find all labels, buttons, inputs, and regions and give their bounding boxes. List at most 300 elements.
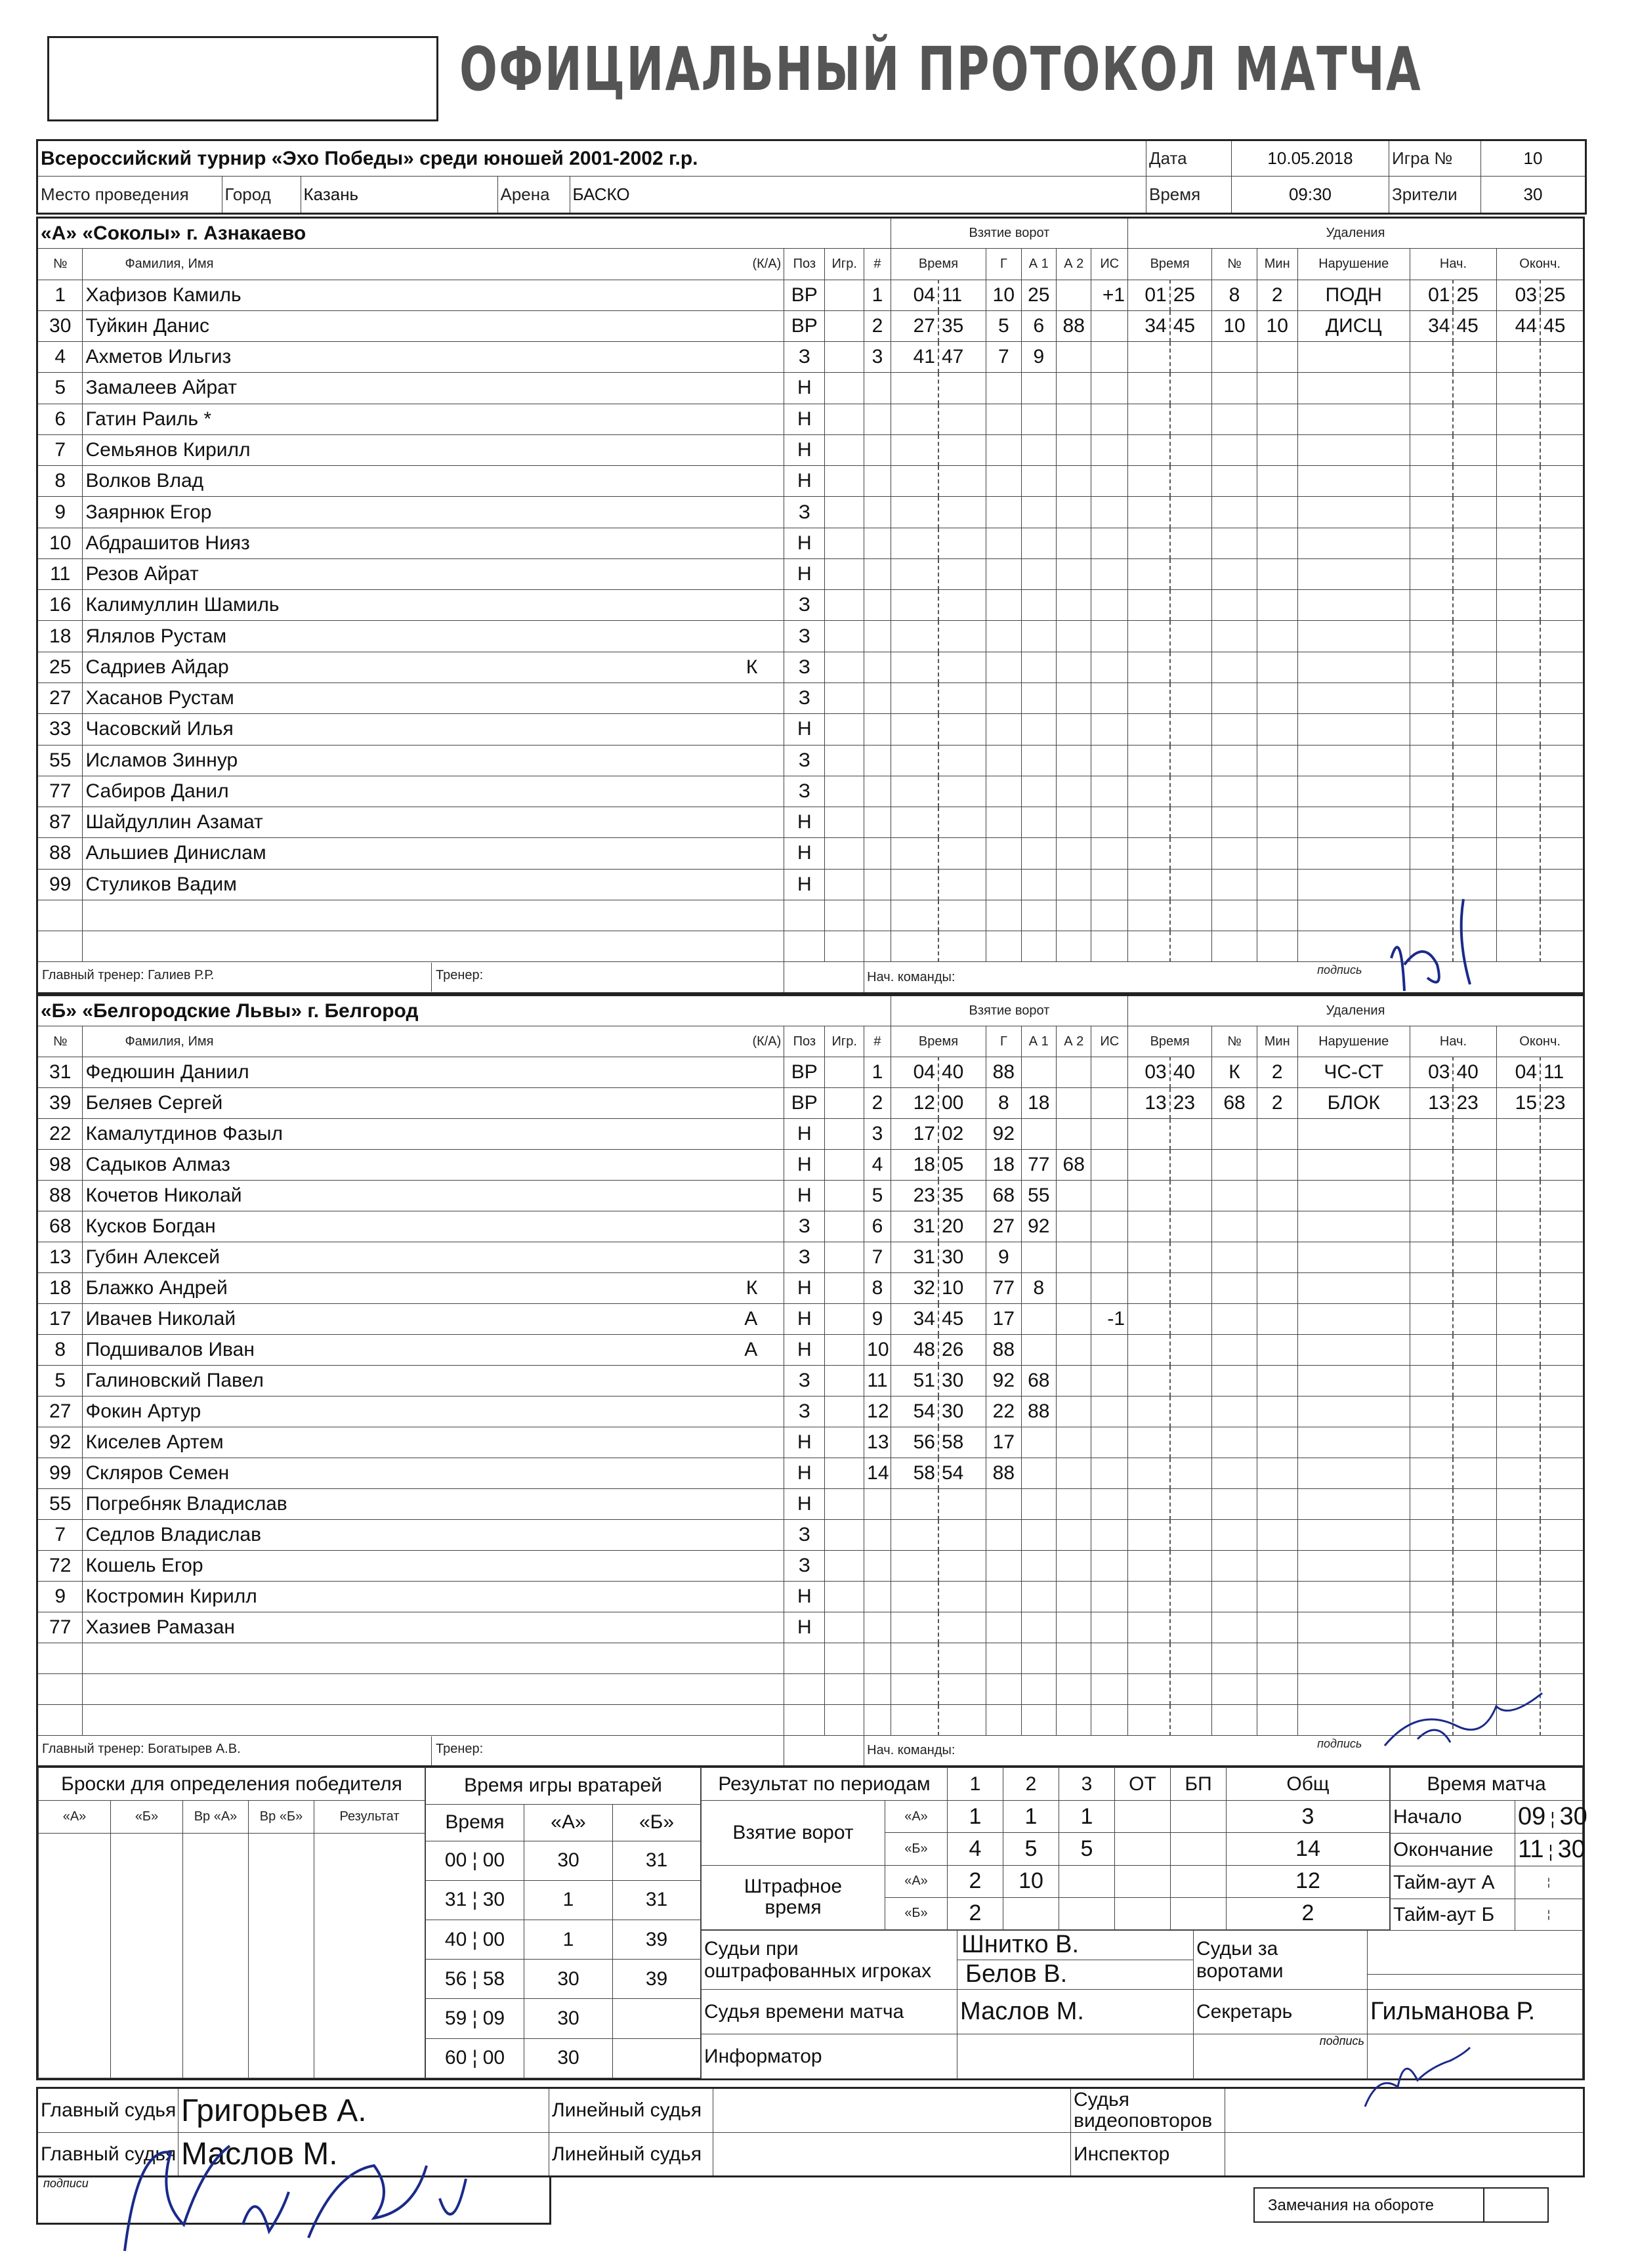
linesman-2-label: Линейный судья bbox=[549, 2133, 713, 2177]
inspector-label: Инспектор bbox=[1071, 2133, 1225, 2177]
teamB-col-played: Игр. bbox=[825, 1026, 864, 1057]
teamB-col-num: № bbox=[37, 1026, 83, 1057]
goalie-a: 30 bbox=[524, 2038, 613, 2078]
player-number: 87 bbox=[37, 807, 83, 838]
goal-second: 30 bbox=[938, 1366, 986, 1396]
teamA-roster bbox=[36, 217, 1585, 994]
goal-strength bbox=[1091, 1273, 1128, 1304]
place-row bbox=[38, 177, 1146, 213]
secretary-label: Секретарь bbox=[1194, 1990, 1368, 2034]
player-position: Н bbox=[784, 373, 825, 404]
teamA-goals-title: Взятие ворот bbox=[891, 218, 1127, 249]
goalie-time-sec: 09 bbox=[482, 2007, 505, 2030]
teamB-team-head-label: Нач. команды: bbox=[867, 1743, 956, 1757]
goalie-time-sec: 00 bbox=[482, 1928, 505, 1950]
penalty-violation: ЧС-СТ bbox=[1297, 1057, 1410, 1088]
penalty-judge-2: Белов В. bbox=[965, 1960, 1068, 1988]
player-position: З bbox=[784, 1551, 825, 1582]
goal-assist-2 bbox=[1057, 342, 1091, 373]
penalty-player: К bbox=[1212, 1057, 1257, 1088]
player-name: Галиновский Павел bbox=[85, 1370, 264, 1391]
player-name: Стуликов Вадим bbox=[85, 873, 237, 895]
player-number: 16 bbox=[37, 590, 83, 621]
goal-assist-2 bbox=[1057, 1304, 1091, 1335]
teamB-col-pmin: Мин bbox=[1257, 1026, 1297, 1057]
player-position: Н bbox=[784, 528, 825, 558]
teamA-col-gnum: # bbox=[864, 249, 891, 280]
goal-strength bbox=[1091, 1119, 1128, 1150]
player-number: 6 bbox=[37, 404, 83, 434]
penalty-player: 8 bbox=[1212, 280, 1257, 310]
goal-assist-2 bbox=[1057, 1273, 1091, 1304]
player-number: 99 bbox=[37, 1458, 83, 1489]
officials-table bbox=[701, 1930, 1583, 2079]
goal-assist-1 bbox=[1021, 1057, 1056, 1088]
goal-assist-1: 18 bbox=[1021, 1088, 1056, 1119]
periods-title: Результат по периодам bbox=[702, 1768, 948, 1801]
teamA-col-is: ИС bbox=[1091, 249, 1128, 280]
player-number bbox=[37, 931, 83, 962]
penalty-start-sec: 40 bbox=[1453, 1057, 1496, 1088]
goal-strength bbox=[1091, 310, 1128, 341]
goal-assist-1 bbox=[1021, 1242, 1056, 1273]
goal-assist-2 bbox=[1057, 1396, 1091, 1427]
stamp-box bbox=[47, 36, 438, 121]
player-name: Замалеев Айрат bbox=[85, 377, 237, 399]
player-name: Садриев Айдар bbox=[85, 656, 229, 678]
player-name: Костромин Кирилл bbox=[85, 1586, 257, 1607]
penalty-end-min: 03 bbox=[1497, 280, 1540, 310]
player-position: З bbox=[784, 590, 825, 621]
player-name: Киселев Артем bbox=[85, 1431, 224, 1453]
main-referee-2: Маслов М. bbox=[178, 2133, 549, 2177]
pim-b-p5 bbox=[1171, 1897, 1227, 1929]
goal-second: 30 bbox=[938, 1242, 986, 1273]
penalty-player: 10 bbox=[1212, 310, 1257, 341]
match-header bbox=[36, 139, 1587, 215]
goalie-a: 30 bbox=[524, 1960, 613, 1999]
player-position: Н bbox=[784, 1119, 825, 1150]
teamA-coach-label: Главный тренер: bbox=[42, 968, 144, 983]
shootout-table bbox=[38, 1767, 425, 2078]
goal-minute: 56 bbox=[891, 1427, 938, 1458]
period-col-1: 1 bbox=[948, 1768, 1003, 1801]
player-number: 27 bbox=[37, 1396, 83, 1427]
shootout-col-gk-b: Вр «Б» bbox=[249, 1801, 314, 1834]
teamB-col-a2: А 2 bbox=[1057, 1026, 1091, 1057]
goal-number: 14 bbox=[864, 1458, 891, 1489]
pim-a-p4 bbox=[1115, 1865, 1171, 1897]
goals-a-p1: 1 bbox=[948, 1801, 1003, 1833]
penalty-start-min: 34 bbox=[1410, 310, 1453, 341]
goal-minute: 34 bbox=[891, 1304, 938, 1335]
player-position: Н bbox=[784, 434, 825, 465]
player-position: Н bbox=[784, 1273, 825, 1304]
goal-scorer: 27 bbox=[986, 1211, 1021, 1242]
period-col-so: БП bbox=[1171, 1768, 1227, 1801]
goal-number: 8 bbox=[864, 1273, 891, 1304]
player-number: 18 bbox=[37, 1273, 83, 1304]
player-number: 77 bbox=[37, 776, 83, 807]
goal-assist-2 bbox=[1057, 1242, 1091, 1273]
period-col-2: 2 bbox=[1003, 1768, 1059, 1801]
pim-a-p6: 12 bbox=[1227, 1865, 1390, 1897]
goal-assist-2 bbox=[1057, 1088, 1091, 1119]
goal-minute: 12 bbox=[891, 1088, 938, 1119]
pim-a-p1: 2 bbox=[948, 1865, 1003, 1897]
player-number: 27 bbox=[37, 682, 83, 713]
player-position bbox=[784, 900, 825, 931]
goal-number: 1 bbox=[864, 280, 891, 310]
goal-strength: +1 bbox=[1091, 280, 1128, 310]
goalie-a: 30 bbox=[524, 1841, 613, 1880]
main-referee-2-label: Главный судья bbox=[37, 2133, 178, 2177]
goal-number: 1 bbox=[864, 1057, 891, 1088]
goalie-time-min: 00 bbox=[444, 1849, 467, 1872]
goal-second: 26 bbox=[938, 1335, 986, 1366]
goal-minute: 31 bbox=[891, 1211, 938, 1242]
teamB-col-name: Фамилия, Имя bbox=[125, 1034, 214, 1049]
player-number: 17 bbox=[37, 1304, 83, 1335]
notes-label: Замечания на обороте bbox=[1268, 2196, 1435, 2214]
player-name: Хафизов Камиль bbox=[85, 284, 242, 306]
tournament-name: Всероссийский турнир «Эхо Победы» среди юношей 2001-2002 г.р. bbox=[37, 140, 1146, 177]
goal-second: 05 bbox=[938, 1150, 986, 1181]
goal-scorer: 7 bbox=[986, 342, 1021, 373]
player-name: Хазиев Рамазан bbox=[85, 1616, 235, 1638]
pim-a-p2: 10 bbox=[1003, 1865, 1059, 1897]
penalty-end-sec: 23 bbox=[1540, 1088, 1584, 1119]
goal-minute: 27 bbox=[891, 310, 938, 341]
match-end-m: 30 bbox=[1557, 1836, 1586, 1863]
goal-assist-2: 68 bbox=[1057, 1150, 1091, 1181]
goal-assist-2 bbox=[1057, 1119, 1091, 1150]
goal-strength bbox=[1091, 1088, 1128, 1119]
goal-assist-1 bbox=[1021, 1427, 1056, 1458]
goals-b-p5 bbox=[1171, 1833, 1227, 1865]
player-number: 39 bbox=[37, 1088, 83, 1119]
teamA-col-g: Г bbox=[986, 249, 1021, 280]
teamB-trainer-label: Тренер: bbox=[436, 1741, 484, 1756]
goal-assist-2: 88 bbox=[1057, 310, 1091, 341]
player-number: 13 bbox=[37, 1242, 83, 1273]
teamB-col-gnum: # bbox=[864, 1026, 891, 1057]
player-number: 9 bbox=[37, 1582, 83, 1612]
goal-minute: 23 bbox=[891, 1181, 938, 1211]
goal-strength bbox=[1091, 1396, 1128, 1427]
goal-scorer: 18 bbox=[986, 1150, 1021, 1181]
period-col-3: 3 bbox=[1059, 1768, 1115, 1801]
goal-number: 2 bbox=[864, 310, 891, 341]
goal-scorer: 17 bbox=[986, 1427, 1021, 1458]
goalie-a: 30 bbox=[524, 1999, 613, 2038]
notes-box bbox=[1253, 2187, 1549, 2223]
goal-scorer: 17 bbox=[986, 1304, 1021, 1335]
player-name: Седлов Владислав bbox=[85, 1524, 262, 1545]
goal-assist-1: 55 bbox=[1021, 1181, 1056, 1211]
goal-judges-label: Судьи за воротами bbox=[1194, 1931, 1368, 1990]
goal-minute: 04 bbox=[891, 1057, 938, 1088]
goals-b-p6: 14 bbox=[1227, 1833, 1390, 1865]
penalty-end-min: 15 bbox=[1497, 1088, 1540, 1119]
city-label: Город bbox=[222, 177, 301, 213]
goal-strength bbox=[1091, 1242, 1128, 1273]
player-role: К bbox=[746, 1277, 758, 1299]
goalie-b: 39 bbox=[613, 1920, 701, 1960]
player-name: Шайдуллин Азамат bbox=[85, 811, 263, 833]
pim-a-label: «А» bbox=[885, 1865, 948, 1897]
player-position: ВР bbox=[784, 280, 825, 310]
player-name: Гатин Раиль * bbox=[85, 408, 212, 430]
player-name: Волков Влад bbox=[85, 470, 204, 492]
goalie-time-min: 40 bbox=[444, 1928, 467, 1950]
player-position: Н bbox=[784, 869, 825, 900]
goalie-b bbox=[613, 1999, 701, 2038]
informer-label: Информатор bbox=[702, 2034, 957, 2079]
player-number: 7 bbox=[37, 434, 83, 465]
player-role: К bbox=[746, 656, 758, 678]
player-name: Кочетов Николай bbox=[85, 1185, 242, 1206]
player-name: Блажко Андрей bbox=[85, 1277, 228, 1299]
goal-second: 00 bbox=[938, 1088, 986, 1119]
teamA-pen-title: Удаления bbox=[1128, 218, 1584, 249]
goalie-col-b: «Б» bbox=[613, 1804, 701, 1841]
goal-second: 10 bbox=[938, 1273, 986, 1304]
goals-a-label: «А» bbox=[885, 1801, 948, 1833]
player-number: 55 bbox=[37, 1489, 83, 1520]
player-position: Н bbox=[784, 466, 825, 497]
pim-a-p3 bbox=[1059, 1865, 1115, 1897]
penalty-start-sec: 25 bbox=[1453, 280, 1496, 310]
player-position: З bbox=[784, 652, 825, 682]
goal-number: 4 bbox=[864, 1150, 891, 1181]
teamA-col-pos: Поз bbox=[784, 249, 825, 280]
goal-second: 47 bbox=[938, 342, 986, 373]
time-label: Время bbox=[1146, 177, 1232, 214]
player-position: Н bbox=[784, 1181, 825, 1211]
secretary-value: Гильманова Р. bbox=[1368, 1990, 1583, 2034]
player-number: 98 bbox=[37, 1150, 83, 1181]
teamA-col-pstart: Нач. bbox=[1410, 249, 1497, 280]
goalie-a: 1 bbox=[524, 1880, 613, 1920]
period-col-ot: ОТ bbox=[1115, 1768, 1171, 1801]
penalty-violation: ПОДН bbox=[1297, 280, 1410, 310]
pim-b-p4 bbox=[1115, 1897, 1171, 1929]
player-name: Федюшин Даниил bbox=[85, 1061, 249, 1083]
player-number: 8 bbox=[37, 466, 83, 497]
goals-a-p4 bbox=[1115, 1801, 1171, 1833]
player-number bbox=[37, 900, 83, 931]
goal-strength bbox=[1091, 1335, 1128, 1366]
video-referee-label: Судья видеоповторов bbox=[1071, 2088, 1225, 2133]
player-position: Н bbox=[784, 1458, 825, 1489]
goalie-time-min: 60 bbox=[444, 2047, 467, 2069]
pim-b-label: «Б» bbox=[885, 1897, 948, 1929]
goal-strength bbox=[1091, 1458, 1128, 1489]
goalie-time-table: Время игры вратарей Время «А» «Б» 00 ¦ 00 30 31 31 ¦ 30 1 31 40 ¦ 00 1 39 56 ¦ 58 30 39 59 ¦ 09 30 60 ¦ 00 30 bbox=[425, 1767, 701, 2078]
penalty-start-min: 13 bbox=[1410, 1088, 1453, 1119]
shootout-title: Броски для определения победителя bbox=[39, 1768, 425, 1801]
teamA-col-ka: (К/А) bbox=[752, 256, 782, 271]
teamB-title: «Б» «Белгородские Львы» г. Белгород bbox=[37, 996, 891, 1026]
goal-scorer: 88 bbox=[986, 1057, 1021, 1088]
player-position: З bbox=[784, 1396, 825, 1427]
period-results-table bbox=[701, 1767, 1390, 1930]
player-name: Заярнюк Егор bbox=[85, 501, 212, 523]
player-number: 7 bbox=[37, 1520, 83, 1551]
match-start-h: 09 bbox=[1518, 1803, 1546, 1830]
goal-minute: 51 bbox=[891, 1366, 938, 1396]
goal-strength: -1 bbox=[1091, 1304, 1128, 1335]
goal-assist-1: 68 bbox=[1021, 1366, 1056, 1396]
goal-second: 02 bbox=[938, 1119, 986, 1150]
penalty-second: 25 bbox=[1170, 280, 1212, 310]
player-position: З bbox=[784, 745, 825, 776]
player-number bbox=[37, 1705, 83, 1736]
goal-second: 20 bbox=[938, 1211, 986, 1242]
teamB-roster bbox=[36, 994, 1585, 1767]
player-number: 92 bbox=[37, 1427, 83, 1458]
timekeeper-label: Судья времени матча bbox=[702, 1990, 957, 2034]
goal-number: 5 bbox=[864, 1181, 891, 1211]
player-position: ВР bbox=[784, 310, 825, 341]
penalty-end-min: 44 bbox=[1497, 310, 1540, 341]
goals-b-p2: 5 bbox=[1003, 1833, 1059, 1865]
teamB-sign-label: подпись bbox=[1317, 1737, 1362, 1750]
teamA-team-head-label: Нач. команды: bbox=[867, 969, 956, 984]
teamB-col-is: ИС bbox=[1091, 1026, 1128, 1057]
game-no-value: 10 bbox=[1481, 140, 1586, 177]
teamB-coach: Богатырев А.В. bbox=[148, 1741, 241, 1756]
penalty-second: 23 bbox=[1170, 1088, 1212, 1119]
match-end-h: 11 bbox=[1518, 1836, 1544, 1863]
goalie-time-sec: 00 bbox=[482, 2047, 505, 2069]
player-position bbox=[784, 1643, 825, 1674]
player-name: Подшивалов Иван bbox=[85, 1339, 255, 1360]
player-name: Исламов Зиннур bbox=[85, 749, 238, 771]
player-number: 72 bbox=[37, 1551, 83, 1582]
goal-assist-1 bbox=[1021, 1304, 1056, 1335]
player-number: 18 bbox=[37, 621, 83, 652]
teamB-col-a1: А 1 bbox=[1021, 1026, 1056, 1057]
goalie-time-sec: 30 bbox=[482, 1889, 505, 1911]
goal-second: 35 bbox=[938, 1181, 986, 1211]
penalty-end-sec: 45 bbox=[1540, 310, 1584, 341]
goal-number: 3 bbox=[864, 1119, 891, 1150]
goal-minute: 58 bbox=[891, 1458, 938, 1489]
secretary-sign-label: подпись bbox=[1194, 2034, 1368, 2079]
arena-value: БАСКО bbox=[572, 184, 630, 204]
goal-minute: 48 bbox=[891, 1335, 938, 1366]
player-name: Беляев Сергей bbox=[85, 1092, 223, 1114]
time-value: 09:30 bbox=[1232, 177, 1389, 214]
penalty-end-sec: 25 bbox=[1540, 280, 1584, 310]
goal-number: 12 bbox=[864, 1396, 891, 1427]
goal-scorer: 5 bbox=[986, 310, 1021, 341]
teamB-pen-title: Удаления bbox=[1128, 996, 1584, 1026]
arena-label: Арена bbox=[497, 177, 570, 213]
teamB-col-gtime: Время bbox=[891, 1026, 986, 1057]
teamA-trainer-label: Тренер: bbox=[436, 968, 484, 983]
spectators-value: 30 bbox=[1481, 177, 1586, 214]
penalty-minutes: 2 bbox=[1257, 1088, 1297, 1119]
period-col-total: Общ bbox=[1227, 1768, 1390, 1801]
match-time-title: Время матча bbox=[1391, 1768, 1583, 1801]
player-position: Н bbox=[784, 1612, 825, 1643]
goal-number: 2 bbox=[864, 1088, 891, 1119]
goal-assist-2 bbox=[1057, 1335, 1091, 1366]
goals-b-p3: 5 bbox=[1059, 1833, 1115, 1865]
goal-assist-2 bbox=[1057, 1427, 1091, 1458]
teamA-title: «А» «Соколы» г. Азнакаево bbox=[37, 218, 891, 249]
goal-second: 40 bbox=[938, 1057, 986, 1088]
penalty-minutes: 2 bbox=[1257, 1057, 1297, 1088]
player-name: Губин Алексей bbox=[85, 1246, 220, 1268]
player-number: 9 bbox=[37, 497, 83, 528]
goal-assist-2 bbox=[1057, 1366, 1091, 1396]
penalty-minute: 03 bbox=[1128, 1057, 1170, 1088]
goal-scorer: 88 bbox=[986, 1458, 1021, 1489]
summary-section bbox=[36, 1765, 1585, 2080]
goal-second: 30 bbox=[938, 1396, 986, 1427]
goal-number: 9 bbox=[864, 1304, 891, 1335]
penalty-judges-label: Судьи при оштрафованных игроках bbox=[702, 1931, 957, 1990]
player-number: 68 bbox=[37, 1211, 83, 1242]
player-position: З bbox=[784, 621, 825, 652]
player-number bbox=[37, 1643, 83, 1674]
goal-minute: 41 bbox=[891, 342, 938, 373]
goal-strength bbox=[1091, 1427, 1128, 1458]
player-position: Н bbox=[784, 1427, 825, 1458]
teamB-goals-title: Взятие ворот bbox=[891, 996, 1127, 1026]
penalty-second: 40 bbox=[1170, 1057, 1212, 1088]
timeout-a-label: Тайм-аут А bbox=[1391, 1866, 1515, 1899]
match-start-m: 30 bbox=[1559, 1803, 1587, 1830]
penalty-violation: БЛОК bbox=[1297, 1088, 1410, 1119]
penalty-start-sec: 45 bbox=[1453, 310, 1496, 341]
goal-second: 45 bbox=[938, 1304, 986, 1335]
goal-strength bbox=[1091, 342, 1128, 373]
teamA-col-ptime: Время bbox=[1128, 249, 1212, 280]
player-name: Погребняк Владислав bbox=[85, 1493, 287, 1515]
player-number: 8 bbox=[37, 1335, 83, 1366]
player-number: 99 bbox=[37, 869, 83, 900]
teamB-col-pnum: № bbox=[1212, 1026, 1257, 1057]
goal-scorer: 10 bbox=[986, 280, 1021, 310]
goal-scorer: 8 bbox=[986, 1088, 1021, 1119]
teamB-col-pviol: Нарушение bbox=[1297, 1026, 1410, 1057]
goal-scorer: 9 bbox=[986, 1242, 1021, 1273]
goals-label: Взятие ворот bbox=[702, 1801, 885, 1865]
goal-strength bbox=[1091, 1150, 1128, 1181]
goal-number: 13 bbox=[864, 1427, 891, 1458]
player-number: 10 bbox=[37, 528, 83, 558]
teamA-col-pviol: Нарушение bbox=[1297, 249, 1410, 280]
teamA-coach: Галиев Р.Р. bbox=[148, 968, 215, 983]
player-name: Туйкин Данис bbox=[85, 314, 209, 337]
goal-assist-1: 9 bbox=[1021, 342, 1056, 373]
penalty-start-min: 01 bbox=[1410, 280, 1453, 310]
goal-assist-1 bbox=[1021, 1458, 1056, 1489]
player-number: 30 bbox=[37, 310, 83, 341]
penalty-minute: 13 bbox=[1128, 1088, 1170, 1119]
goal-minute: 18 bbox=[891, 1150, 938, 1181]
player-name: Альшиев Динислам bbox=[85, 842, 266, 864]
date-value: 10.05.2018 bbox=[1232, 140, 1389, 177]
team-b-section bbox=[36, 994, 1585, 1762]
teamA-col-gtime: Время bbox=[891, 249, 986, 280]
goal-minute: 17 bbox=[891, 1119, 938, 1150]
